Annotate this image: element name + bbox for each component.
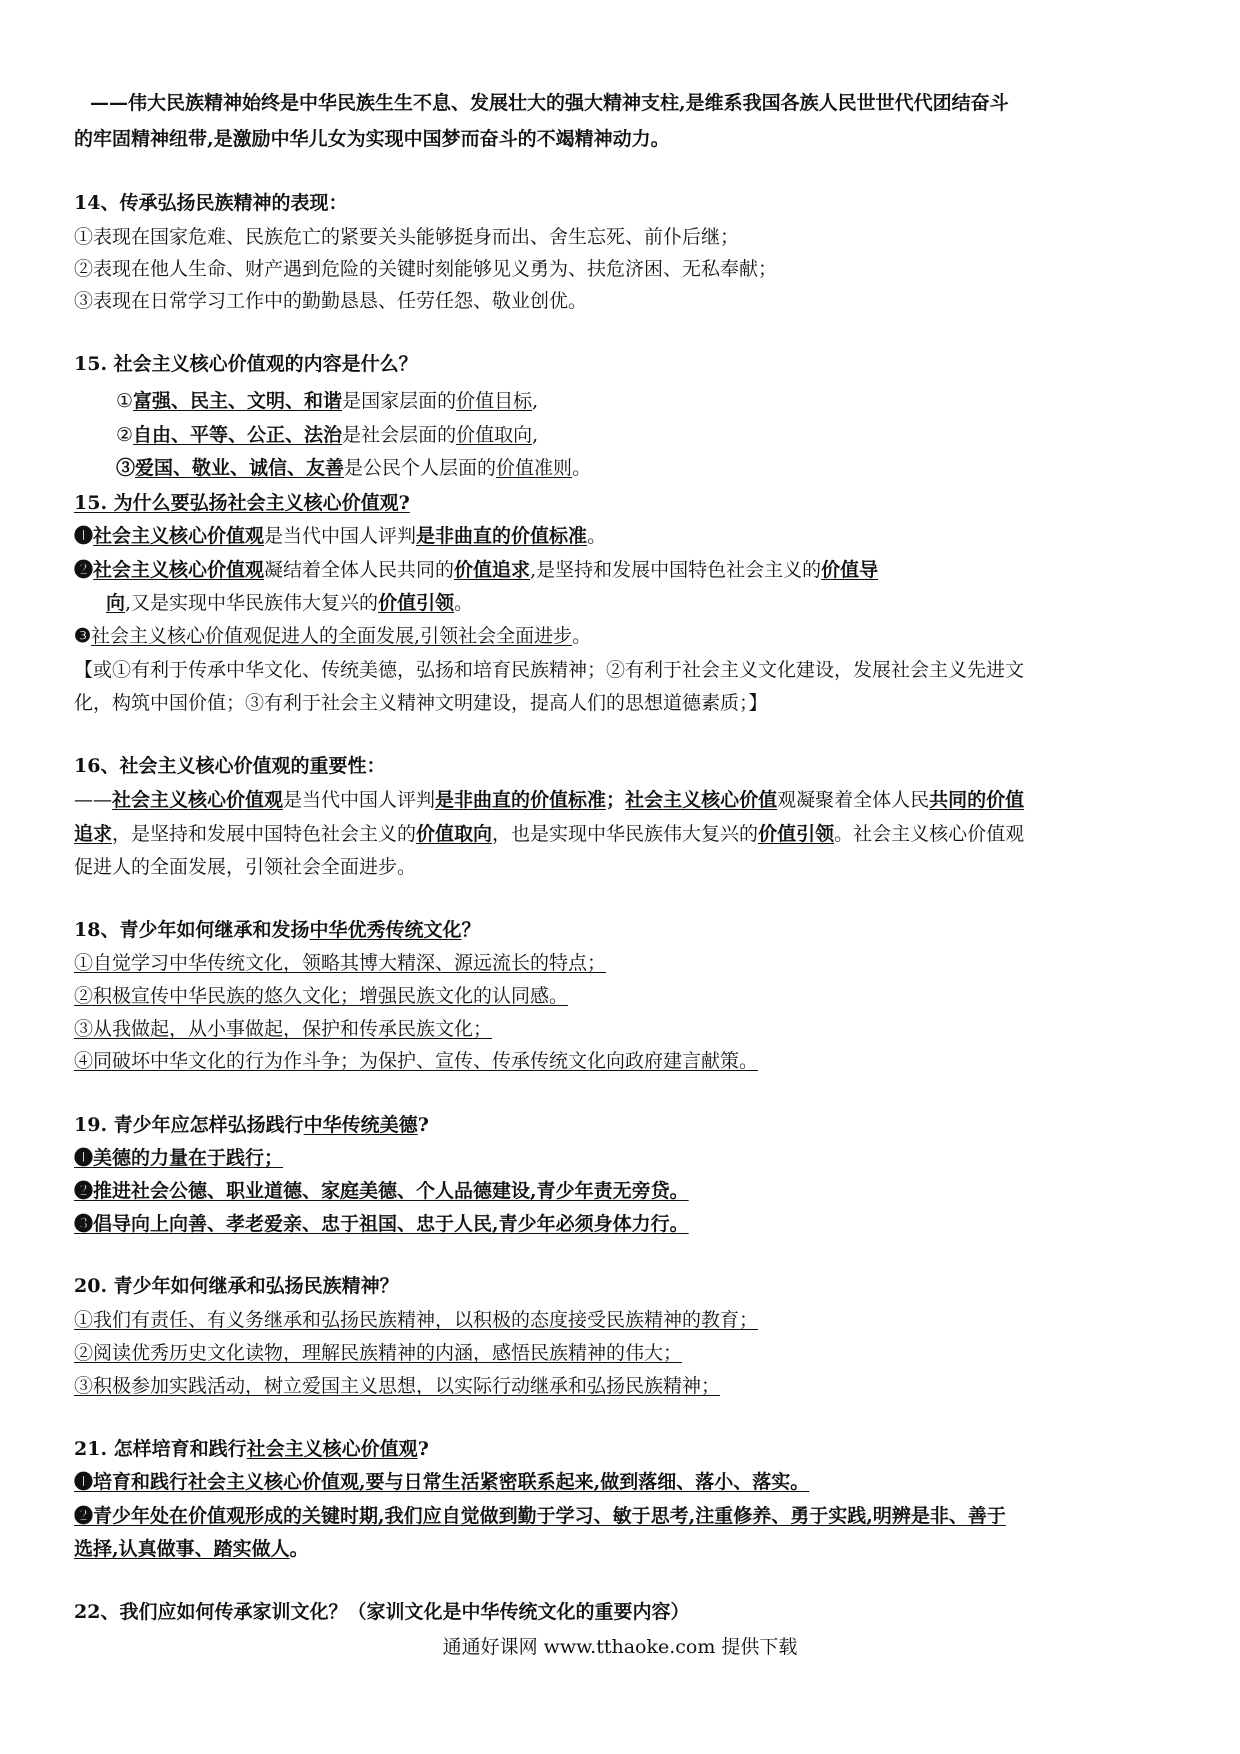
title-text: 18、青少年如何继承和发扬 xyxy=(74,919,310,941)
q18-title xyxy=(74,915,480,945)
title-text: 21. 怎样培育和践行 xyxy=(74,1438,247,1460)
num: ③ xyxy=(116,457,136,479)
text: ,又是实现中华民族伟大复兴的 xyxy=(125,592,379,614)
q15b-point-3 xyxy=(74,621,591,651)
q18-item-1: ①自觉学习中华传统文化，领略其博大精深、源远流长的特点； xyxy=(74,952,607,974)
q19-item-2: ❷推进社会公德、职业道德、家庭美德、个人品德建设,青少年责无旁贷。 xyxy=(74,1180,689,1202)
q21-point-2-cont xyxy=(74,1534,309,1564)
text: 是社会层面的 xyxy=(342,424,457,446)
q16-line-1 xyxy=(74,785,1024,815)
term: 向 xyxy=(106,592,126,614)
text: ，也是实现中华民族伟大复兴的 xyxy=(492,823,759,845)
text: 选择,认真做事、踏实做人 xyxy=(74,1538,290,1560)
q21-title xyxy=(74,1434,429,1464)
q15a-row-3 xyxy=(116,453,591,483)
q14-item-3: ③表现在日常学习工作中的勤勤恳恳、任劳任怨、敬业创优。 xyxy=(74,290,588,312)
q16-line-2 xyxy=(74,819,1024,849)
q15b-point-2-cont xyxy=(106,588,473,618)
value-term: 价值取向 xyxy=(456,424,533,446)
term: 共同的价值 xyxy=(929,789,1025,811)
text: 是公民个人层面的 xyxy=(344,457,497,479)
keywords: 富强、民主、文明、和谐 xyxy=(133,390,343,412)
q16-line-3: 促进人的全面发展，引领社会全面进步。 xyxy=(74,856,417,878)
q15a-title: 15. 社会主义核心价值观的内容是什么？ xyxy=(74,353,418,375)
num: ① xyxy=(116,390,134,412)
punct: 。 xyxy=(454,592,474,614)
term: 价值追求 xyxy=(454,559,531,581)
title-punct: ? xyxy=(417,1438,429,1460)
q20-item-2: ②阅读优秀历史文化读物，理解民族精神的内涵，感悟民族精神的伟大； xyxy=(74,1342,683,1364)
text: ，是坚持和发展中国特色社会主义的 xyxy=(112,823,417,845)
value-term: 价值准则 xyxy=(496,457,573,479)
q15b-point-2 xyxy=(74,555,878,585)
punct: 。 xyxy=(572,457,592,479)
title-punct: ？ xyxy=(461,919,481,941)
term: 社会主义核心价值 xyxy=(625,789,778,811)
num: ❷ xyxy=(74,559,94,581)
intro-line-1: ——伟大民族精神始终是中华民族生生不息、发展壮大的强大精神支柱,是维系我国各族人民世世代代团结奋斗 xyxy=(90,92,1009,114)
title-term: 中华传统美德 xyxy=(303,1114,418,1136)
q18-item-2: ②积极宣传中华民族的悠久文化；增强民族文化的认同感。 xyxy=(74,985,569,1007)
text: 是当代中国人评判 xyxy=(264,525,417,547)
term: 社会主义核心价值观 xyxy=(93,525,265,547)
term: 是非曲直的价值标准 xyxy=(435,789,607,811)
text: 观凝聚着全体人民 xyxy=(777,789,930,811)
text: 是当代中国人评判 xyxy=(283,789,436,811)
q19-item-3: ❸倡导向上向善、孝老爱亲、忠于祖国、忠于人民,青少年必须身体力行。 xyxy=(74,1213,689,1235)
term: 价值引领 xyxy=(758,823,835,845)
num: ② xyxy=(116,424,134,446)
value-term: 价值目标 xyxy=(456,390,533,412)
q19-item-1: ❶美德的力量在于践行； xyxy=(74,1147,284,1169)
text: 凝结着全体人民共同的 xyxy=(264,559,455,581)
keywords: 爱国、敬业、诚信、友善 xyxy=(135,457,345,479)
q15b-alt-line-2: 化，构筑中国价值；③有利于社会主义精神文明建设，提高人们的思想道德素质；】 xyxy=(74,692,768,714)
term: 价值引领 xyxy=(378,592,455,614)
q14-item-1: ①表现在国家危难、民族危亡的紧要关头能够挺身而出、舍生忘死、前仆后继； xyxy=(74,226,740,248)
q22-title: 22、我们应如何传承家训文化？（家训文化是中华传统文化的重要内容） xyxy=(74,1601,690,1623)
keywords: 自由、平等、公正、法治 xyxy=(133,424,343,446)
num: ❶ xyxy=(74,525,94,547)
q20-title: 20. 青少年如何继承和弘扬民族精神？ xyxy=(74,1275,399,1297)
num: ❸ xyxy=(74,625,92,647)
q14-item-2: ②表现在他人生命、财产遇到危险的关键时刻能够见义勇为、扶危济困、无私奉献； xyxy=(74,258,778,280)
q15a-row-2 xyxy=(116,420,538,450)
punct: 。 xyxy=(587,525,607,547)
text: 。社会主义核心价值观 xyxy=(834,823,1025,845)
title-text: 19. 青少年应怎样弘扬践行 xyxy=(74,1114,304,1136)
text: 是国家层面的 xyxy=(342,390,457,412)
punct: , xyxy=(532,390,539,412)
punct: ； xyxy=(606,789,626,811)
q20-item-1: ①我们有责任、有义务继承和弘扬民族精神，以积极的态度接受民族精神的教育； xyxy=(74,1309,759,1331)
q18-item-4: ④同破坏中华文化的行为作斗争；为保护、宣传、传承传统文化向政府建言献策。 xyxy=(74,1050,759,1072)
punct: 。 xyxy=(289,1538,309,1560)
page-footer: 通通好课网 www.tthaoke.com 提供下载 xyxy=(442,1636,798,1658)
title-term: 中华优秀传统文化 xyxy=(309,919,462,941)
q15b-alt-line-1: 【或①有利于传承中华文化、传统美德，弘扬和培育民族精神；②有利于社会主义文化建设，发展社会主义先进文 xyxy=(74,659,1025,681)
text: 社会主义核心价值观促进人的全面发展,引领社会全面进步 xyxy=(91,625,573,647)
term: 社会主义核心价值观 xyxy=(112,789,284,811)
q14-title: 14、传承弘扬民族精神的表现： xyxy=(74,192,348,214)
q21-point-2: ❷青少年处在价值观形成的关键时期,我们应自觉做到勤于学习、敏于思考,注重修养、勇于实践,明辨是非、善于 xyxy=(74,1505,1006,1527)
term: 是非曲直的价值标准 xyxy=(416,525,588,547)
title-term: 社会主义核心价值观 xyxy=(246,1438,418,1460)
q20-item-3: ③积极参加实践活动，树立爱国主义思想，以实际行动继承和弘扬民族精神； xyxy=(74,1375,721,1397)
q18-item-3: ③从我做起，从小事做起，保护和传承民族文化； xyxy=(74,1018,493,1040)
q21-point-1: ❶培育和践行社会主义核心价值观,要与日常生活紧密联系起来,做到落细、落小、落实。 xyxy=(74,1471,810,1493)
term: 价值取向 xyxy=(416,823,493,845)
term: 社会主义核心价值观 xyxy=(93,559,265,581)
text: ,是坚持和发展中国特色社会主义的 xyxy=(530,559,822,581)
q15b-title: 15. 为什么要弘扬社会主义核心价值观? xyxy=(74,492,410,514)
intro-line-2: 的牢固精神纽带,是激励中华儿女为实现中国梦而奋斗的不竭精神动力。 xyxy=(74,128,670,150)
term: 追求 xyxy=(74,823,113,845)
q15a-row-1 xyxy=(116,386,538,416)
punct: , xyxy=(532,424,539,446)
title-punct: ? xyxy=(417,1114,429,1136)
dash: —— xyxy=(74,789,112,811)
q15b-point-1 xyxy=(74,521,606,551)
q19-title xyxy=(74,1110,429,1140)
term: 价值导 xyxy=(821,559,879,581)
q16-title: 16、社会主义核心价值观的重要性： xyxy=(74,755,386,777)
punct: 。 xyxy=(572,625,592,647)
